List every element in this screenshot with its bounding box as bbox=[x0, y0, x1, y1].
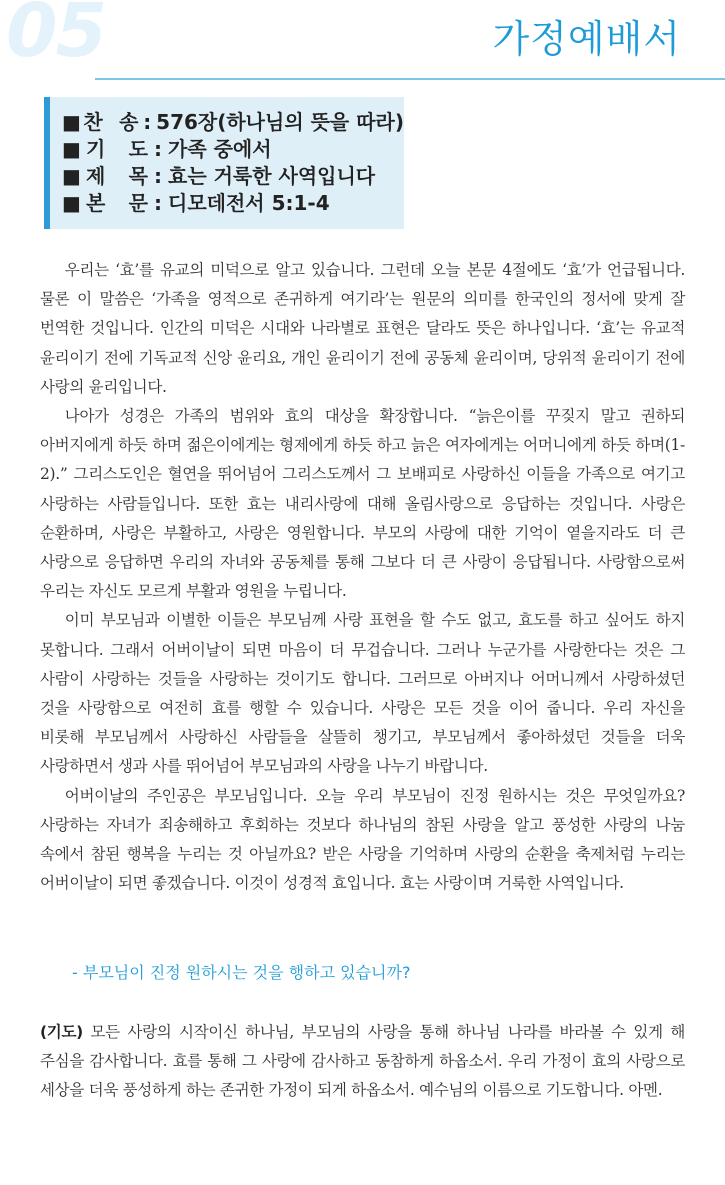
paragraph: 우리는 ‘효’를 유교의 미덕으로 알고 있습니다. 그런데 오늘 본문 4절에도 ‘효’가 언급됩니다. 물론 이 말씀은 ‘가족을 영적으로 존귀하게 여기라’는 원문의 의미를 한국인의 정서에 맞게 잘 번역한 것입니다. 인간의 미덕은 시대와 나라별로 표현은 달라도 뜻은 하나입니다. ‘효’는 유교적 윤리이기 전에 기독교적 신앙 윤리요, 개인 윤리이기 전에 공동체 윤리이며, 당위적 윤리이기 전에 사랑의 윤리입니다. bbox=[40, 261, 685, 396]
paragraph: 나아가 성경은 가족의 범위와 효의 대상을 확장합니다. “늙은이를 꾸짖지 말고 권하되 아버지에게 하듯 하며 젊은이에게는 형제에게 하듯 하고 늙은 여자에게는 어머니에게 하듯 하며(1-2).” 그리스도인은 혈연을 뛰어넘어 그리스도께서 그 보배피로 사랑하신 이들을 가족으로 여기고 사랑하는 사람들입니다. 또한 효는 내리사랑에 대해 올림사랑으로 응답하는 것입니다. 사랑은 순환하며, 사랑은 부활하고, 사랑은 영원합니다. 부모의 사랑에 대한 기억이 옅을지라도 더 큰 사랑으로 응답하면 우리의 자녀와 공동체를 통해 그보다 더 큰 사랑이 응답됩니다. 사랑함으로써 우리는 자신도 모르게 부활과 영원을 누립니다. bbox=[40, 407, 685, 601]
prayer-text: 모든 사랑의 시작이신 하나님, 부모님의 사랑을 통해 하나님 나라를 바라볼 수 있게 해 주심을 감사합니다. 효를 통해 그 사랑에 감사하고 동참하게 하옵소서. 우리 가정이 효의 사랑으로 세상을 더욱 풍성하게 하는 존귀한 가정이 되게 하옵소서. 예수님의 이름으로 기도합니다. 아멘. bbox=[40, 1023, 685, 1100]
section-title: 가정예배서 bbox=[492, 17, 681, 61]
info-row-scripture: ■ 본 문 : 디모데전서 5:1-4 bbox=[62, 191, 330, 215]
info-label: 제 목 bbox=[86, 164, 148, 188]
info-row-prayer: ■ 기 도 : 가족 중에서 bbox=[62, 137, 272, 161]
page-number: 05 bbox=[6, 0, 105, 74]
reflection-question: - 부모님이 진정 원하시는 것을 행하고 있습니까? bbox=[72, 963, 411, 982]
square-bullet-icon: ■ bbox=[62, 137, 81, 161]
service-info-box bbox=[44, 97, 404, 229]
closing-prayer bbox=[40, 1018, 685, 1106]
info-row-title: ■ 제 목 : 효는 거룩한 사역입니다 bbox=[62, 164, 376, 188]
info-row-hymn: ■ 찬 송 : 576장(하나님의 뜻을 따라) bbox=[62, 110, 404, 134]
info-value: 576장(하나님의 뜻을 따라) bbox=[156, 110, 404, 134]
info-label: 본 문 bbox=[86, 191, 148, 215]
square-bullet-icon: ■ bbox=[62, 191, 81, 215]
prayer-tag: (기도) bbox=[40, 1023, 83, 1041]
info-value: 디모데전서 5:1-4 bbox=[168, 191, 330, 215]
square-bullet-icon: ■ bbox=[62, 164, 81, 188]
info-value: 가족 중에서 bbox=[168, 137, 272, 161]
info-label: 찬 송 bbox=[83, 110, 139, 134]
paragraph: 어버이날의 주인공은 부모님입니다. 오늘 우리 부모님이 진정 원하시는 것은 무엇일까요? 사랑하는 자녀가 죄송해하고 후회하는 것보다 하나님의 참된 사랑을 알고 풍성한 사랑의 나눔 속에서 참된 행복을 누리는 것 아닐까요? 받은 사랑을 기억하며 사랑의 순환을 축제처럼 누리는 어버이날이 되면 좋겠습니다. 이것이 성경적 효입니다. 효는 사랑이며 거룩한 사역입니다. bbox=[40, 786, 685, 893]
info-label: 기 도 bbox=[86, 137, 148, 161]
info-value: 효는 거룩한 사역입니다 bbox=[168, 164, 376, 188]
sermon-body bbox=[40, 256, 685, 898]
paragraph: 이미 부모님과 이별한 이들은 부모님께 사랑 표현을 할 수도 없고, 효도를 하고 싶어도 하지 못합니다. 그래서 어버이날이 되면 마음이 더 무겁습니다. 그러나 누군가를 사랑한다는 것은 그 사람이 사랑하는 것들을 사랑하는 것이기도 합니다. 그러므로 아버지나 어머니께서 사랑하셨던 것을 사랑함으로 여전히 효를 행할 수 있습니다. 사랑은 모든 것을 이어 줍니다. 우리 자신을 비롯해 부모님께서 사랑하신 사람들을 살뜰히 챙기고, 부모님께서 좋아하셨던 것들을 더욱 사랑하면서 생과 사를 뛰어넘어 부모님과의 사랑을 나누기 바랍니다. bbox=[40, 611, 685, 776]
header-divider bbox=[95, 78, 725, 80]
square-bullet-icon: ■ bbox=[62, 110, 81, 134]
